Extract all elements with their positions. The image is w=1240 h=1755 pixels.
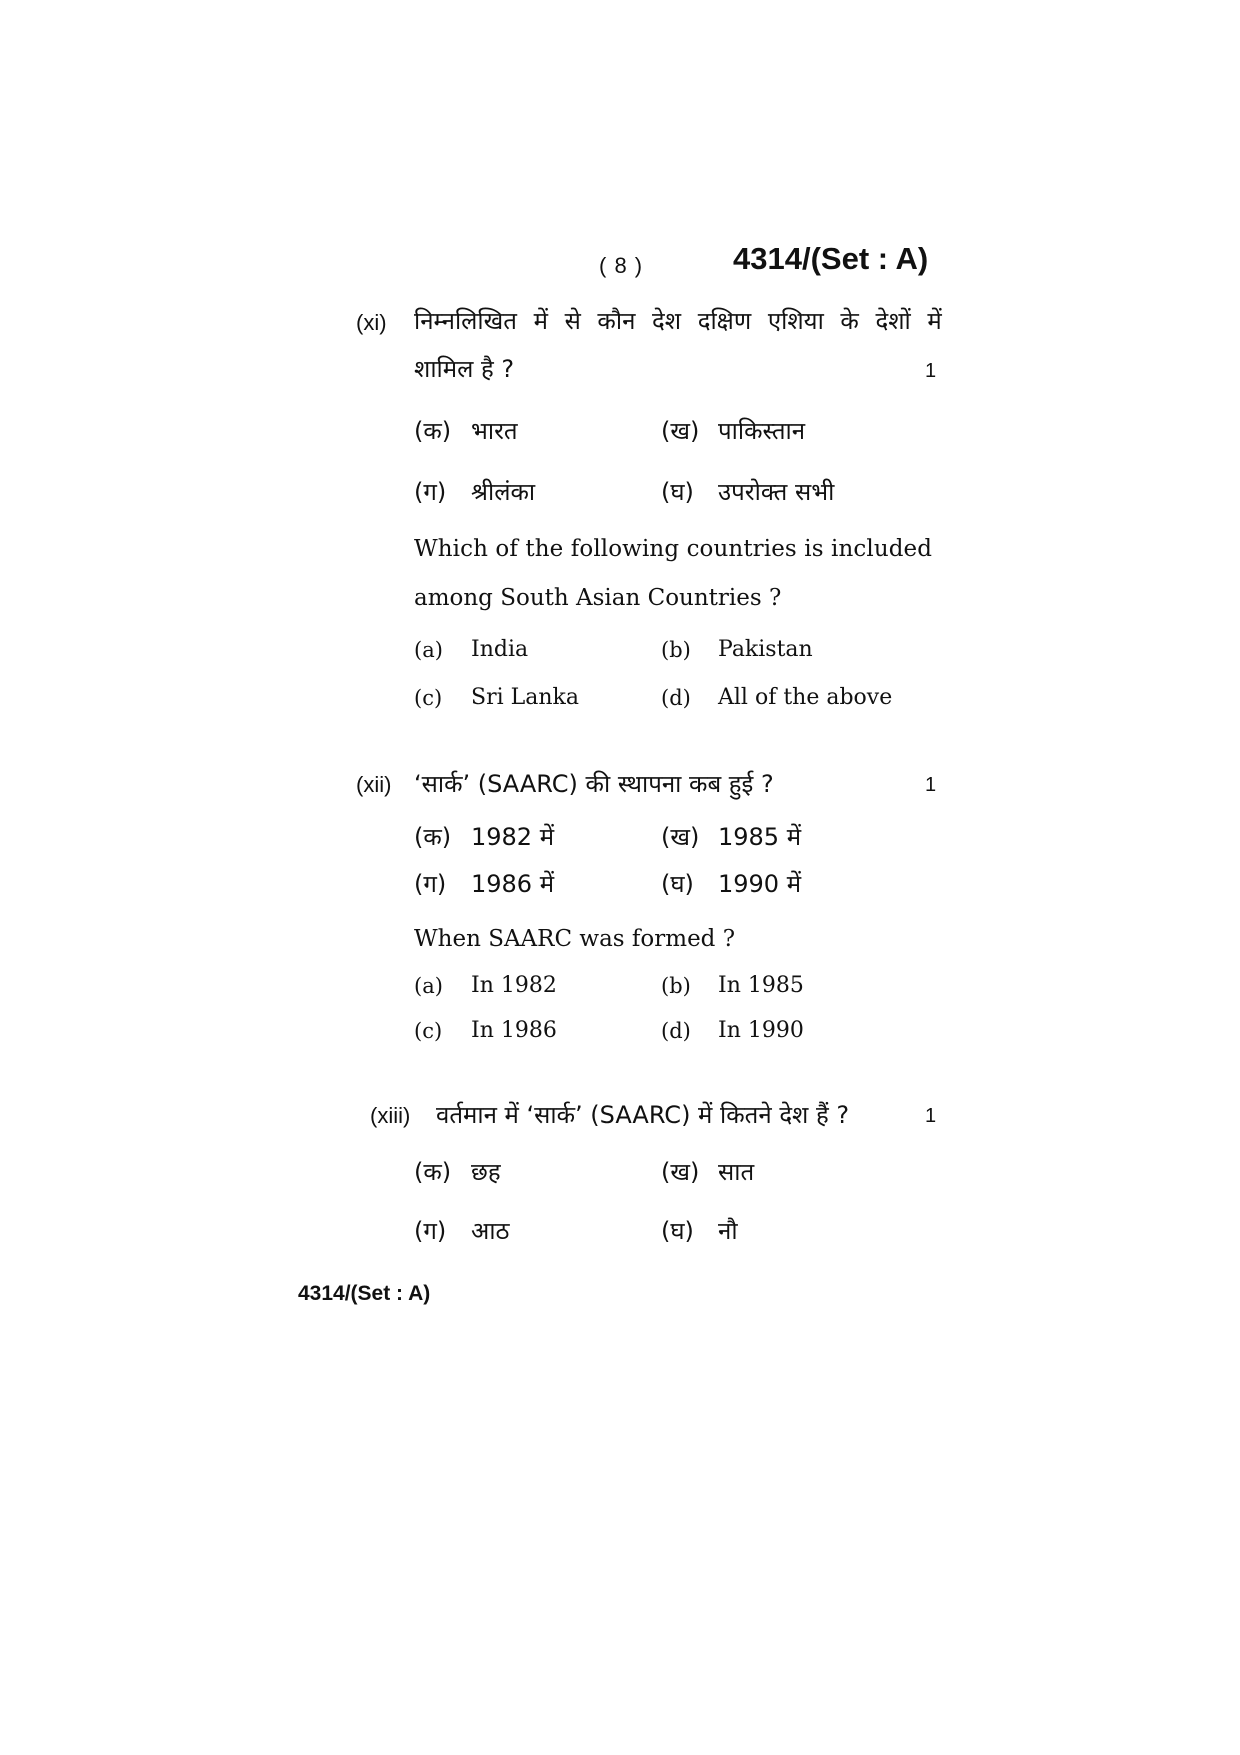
option-label: (क) [414,823,452,851]
option-text: In 1990 [718,1018,804,1043]
option-text: 1986 में [471,870,555,898]
question-number: (xiii) [370,1103,411,1128]
option-label: (d) [661,1019,691,1043]
option-label: (ग) [414,1217,447,1245]
option-label: (c) [414,1019,443,1043]
question-hindi-line2: शामिल है ? [414,355,515,383]
question-marks: 1 [925,360,937,382]
option-label: (a) [414,974,443,998]
option-text: 1985 में [718,823,802,851]
option-label: (क) [414,1158,452,1186]
option-label: (ख) [661,823,700,851]
option-label: (ग) [414,478,447,506]
question-hindi-line1: ‘सार्क’ (SAARC) की स्थापना कब हुई ? [414,770,774,798]
option-text: India [471,637,529,662]
paper-code-footer: 4314/(Set : A) [298,1282,431,1305]
option-label: (b) [661,974,691,998]
option-label: (ख) [661,1158,700,1186]
option-label: (a) [414,638,443,662]
option-label: (घ) [661,870,694,898]
option-text: भारत [471,417,518,445]
question-marks: 1 [925,774,937,796]
option-text: Pakistan [718,637,813,662]
question-number: (xii) [356,772,392,797]
page-number: ( 8 ) [599,253,644,278]
option-text: In 1986 [471,1018,557,1043]
option-label: (c) [414,686,443,710]
option-text: In 1982 [471,973,557,998]
option-label: (ग) [414,870,447,898]
option-label: (घ) [661,1217,694,1245]
paper-code-header: 4314/(Set : A) [733,241,929,276]
option-text: 1982 में [471,823,555,851]
option-text: श्रीलंका [471,478,536,506]
option-label: (क) [414,417,452,445]
option-text: पाकिस्तान [718,417,806,445]
option-text: All of the above [718,685,893,710]
option-text: उपरोक्त सभी [718,478,835,506]
question-english-line1: When SAARC was formed ? [414,926,736,952]
question-english-line2: among South Asian Countries ? [414,585,782,611]
option-label: (घ) [661,478,694,506]
option-text: सात [718,1158,755,1186]
question-marks: 1 [925,1105,937,1127]
option-text: नौ [718,1217,738,1245]
question-number: (xi) [356,310,387,335]
option-label: (d) [661,686,691,710]
option-label: (b) [661,638,691,662]
option-text: 1990 में [718,870,802,898]
option-text: Sri Lanka [471,685,579,710]
option-text: छह [471,1158,501,1186]
question-hindi-line1: निम्नलिखित में से कौन देश दक्षिण एशिया के देशों में [414,307,942,335]
option-label: (ख) [661,417,700,445]
question-hindi-line1: वर्तमान में ‘सार्क’ (SAARC) में कितने देश हैं ? [436,1101,850,1129]
option-text: In 1985 [718,973,804,998]
question-english-line1: Which of the following countries is included [414,536,933,562]
option-text: आठ [471,1217,510,1245]
